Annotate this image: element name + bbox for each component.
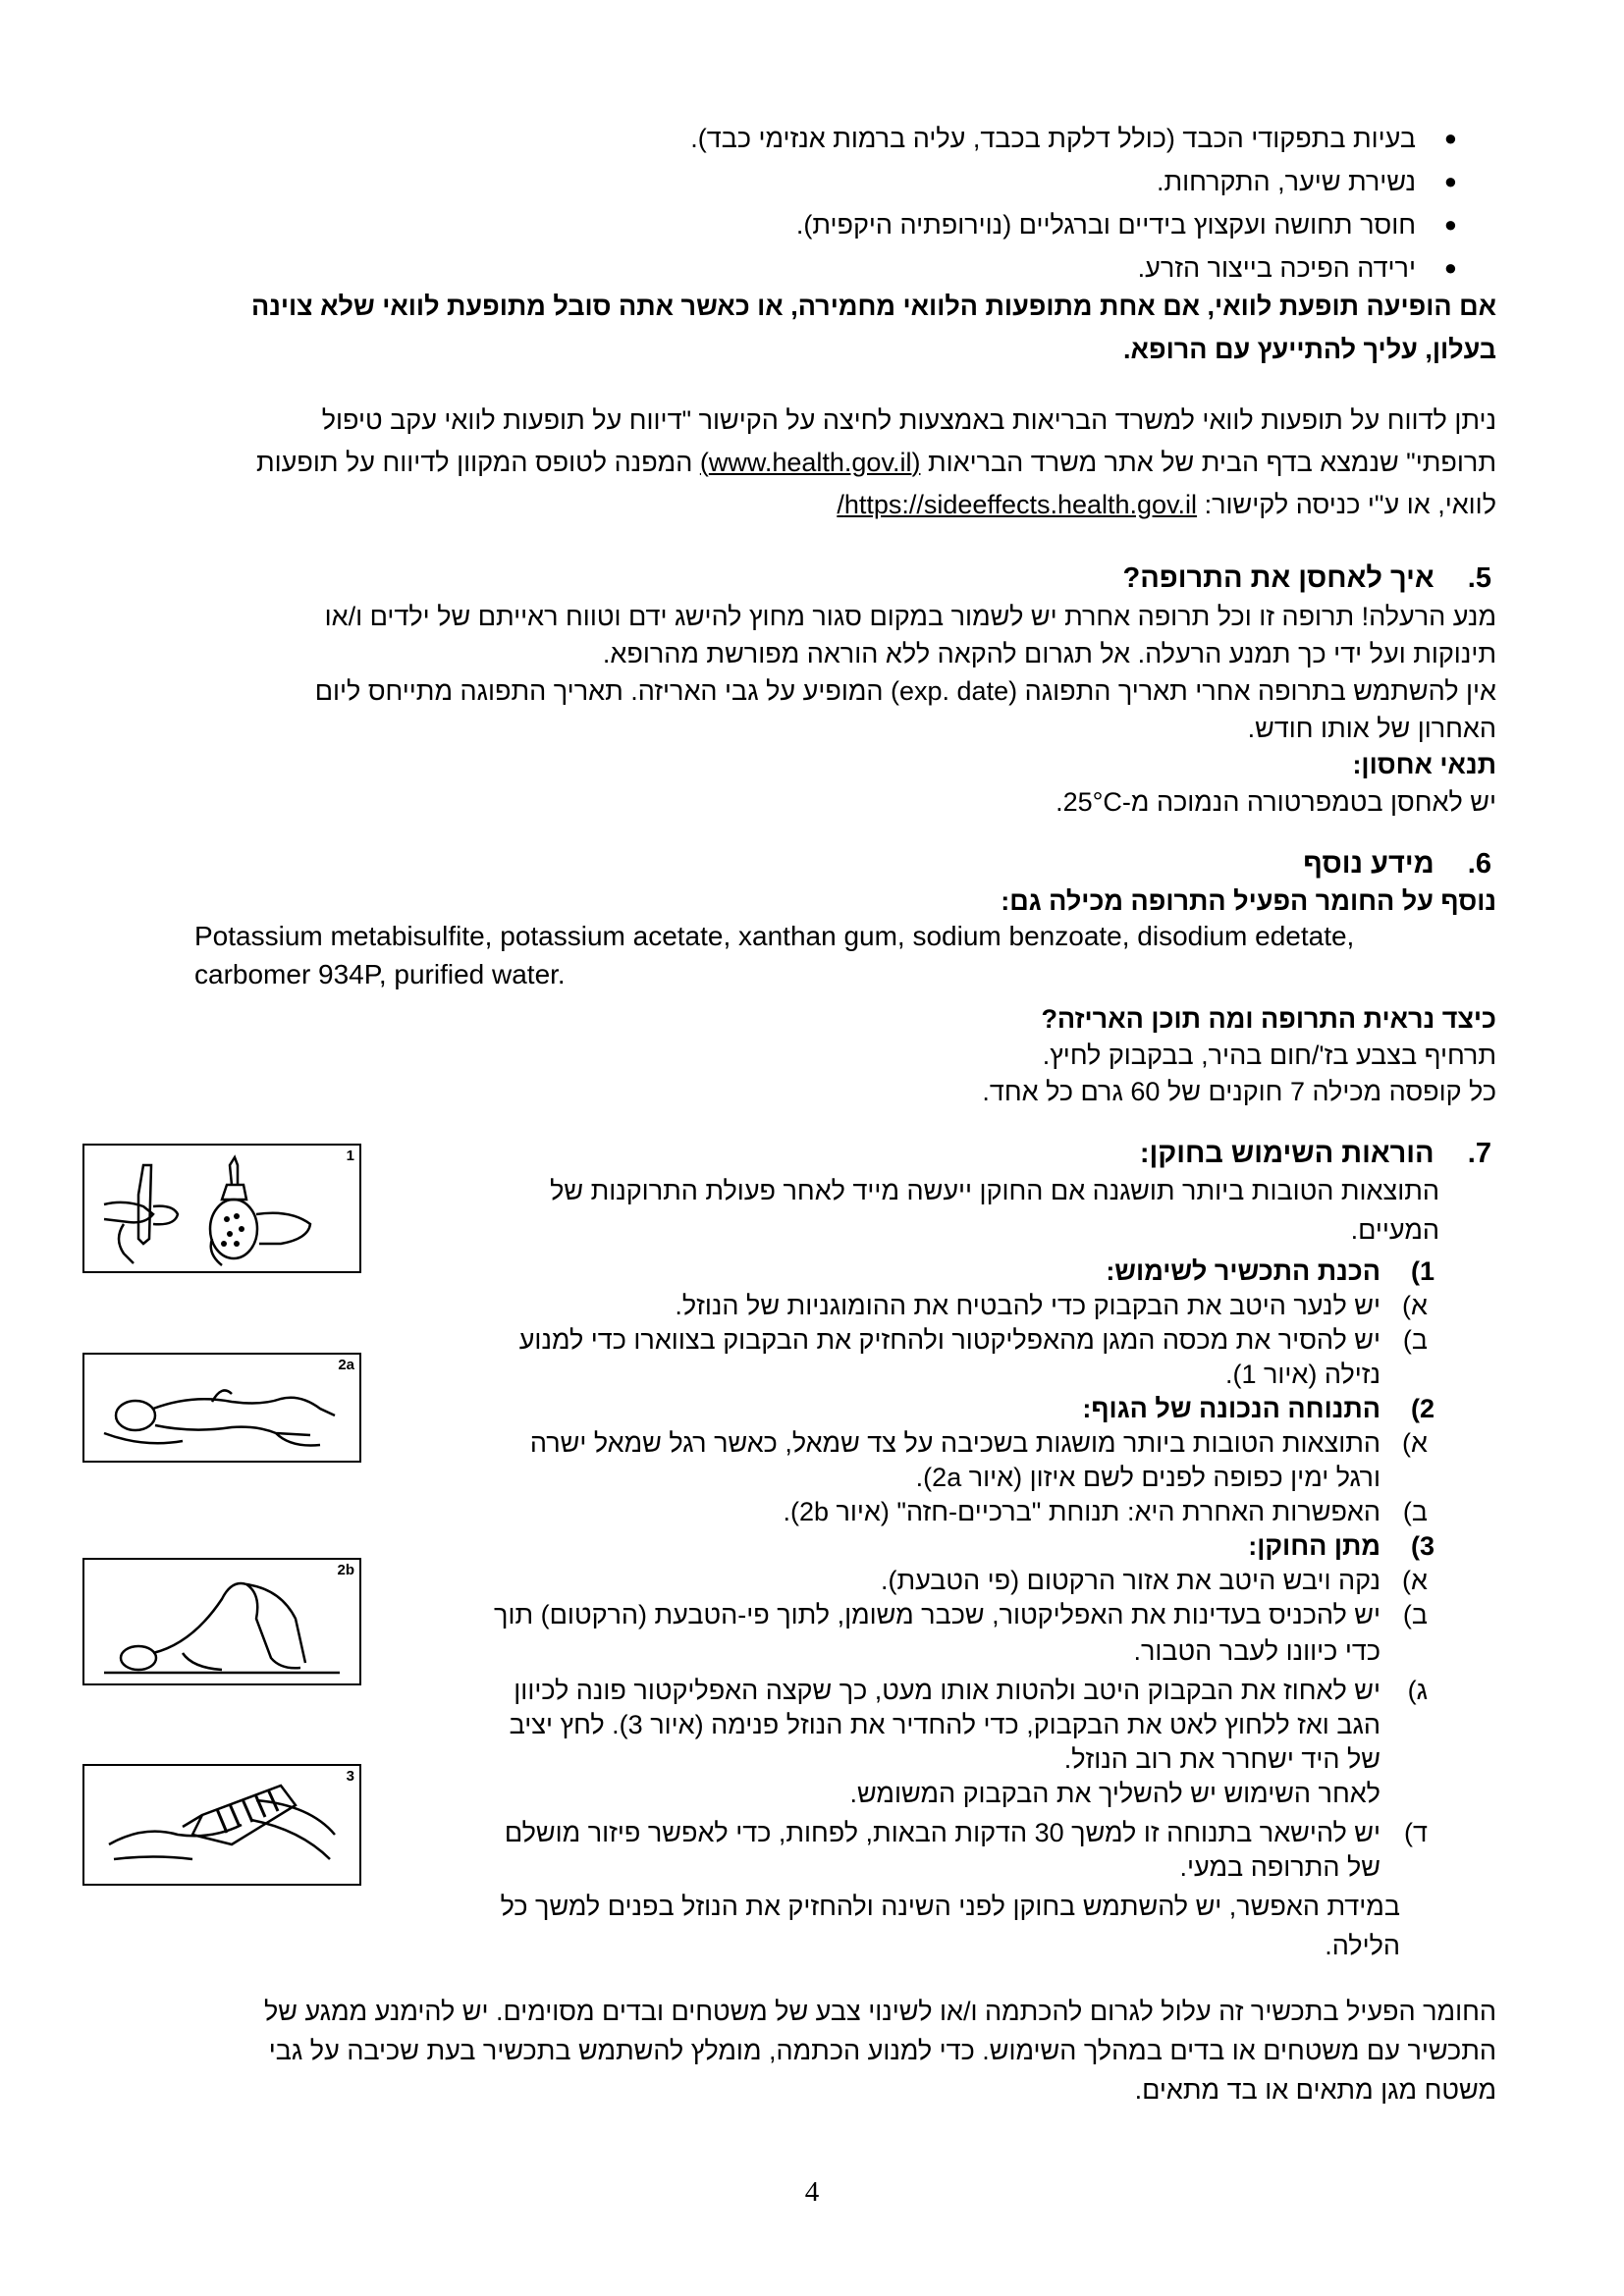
bullet-dot: ● <box>1443 169 1457 193</box>
step-item: יש לנער היטב את הבקבוק כדי להבטיח את ההומוגניות של הנוזל. <box>675 1291 1380 1320</box>
closing-text: במידת האפשר, יש להשתמש בחוקן לפני השינה ולהחזיק את הנוזל בפנים למשך כל <box>500 1892 1400 1921</box>
section-5-text: תינוקות ועל ידי כך תמנע הרעלה. אל תגרום להקאה ללא הוראה מפורשת מהרופא. <box>602 639 1496 668</box>
section-5-heading <box>1122 559 1491 598</box>
list-item: נשירת שיער, התקרחות. <box>1156 167 1416 196</box>
hand-squeeze-bottle-icon <box>84 1766 359 1884</box>
section-title: הוראות השימוש בחוקן: <box>1139 1138 1435 1169</box>
hand-bottle-icon <box>84 1146 359 1271</box>
step-item: יש להסיר את מכסה המגן מהאפליקטור ולהחזיק את הבקבוק בצווארו כדי למנוע <box>518 1325 1380 1355</box>
step-item: האפשרות האחרת היא: תנוחת "ברכיים-חזה" (איור 2b). <box>783 1497 1380 1526</box>
warning-line: אם הופיעה תופעת לוואי, אם אחת מתופעות הלוואי מחמירה, או כאשר אתה סובל מתופעת לוואי שלא צוינה <box>251 292 1496 321</box>
report-text <box>837 485 1496 524</box>
report-text-part: לוואי, או ע"י כניסה לקישור: <box>1204 490 1496 519</box>
step-title: מתן החוקן: <box>1248 1531 1380 1561</box>
figure-2b-knee-chest-illustration <box>82 1558 361 1685</box>
figure-2a-side-lying-illustration <box>82 1353 361 1463</box>
step-number: 2) <box>1410 1394 1435 1423</box>
list-item: ירידה הפיכה בייצור הזרע. <box>1137 253 1416 283</box>
ingredients-text: carbomer 934P, purified water. <box>194 959 566 989</box>
section-number: 6. <box>1467 848 1491 880</box>
appearance-text: תרחיף בצבע בז'/חום בהיר, בבקבוק לחיץ. <box>1042 1041 1496 1070</box>
step-number: 3) <box>1410 1531 1435 1561</box>
staining-note: התכשיר עם משטחים או בדים במהלך השימוש. כדי למנוע הכתמה, מומלץ להשתמש בתכשיר בעת שכיבה על גבי <box>268 2036 1496 2065</box>
figure-number: 2b <box>337 1562 354 1578</box>
section-5-text: אין להשתמש בתרופה אחרי תאריך התפוגה (exp. date) המופיע על גבי האריזה. תאריך התפוגה מתייחס ליום <box>314 676 1496 706</box>
item-letter: א) <box>1402 1428 1428 1458</box>
instructions-intro: התוצאות הטובות ביותר תושגנה אם החוקן ייעשה מייד לאחר פעולת התרוקנות של <box>550 1176 1439 1205</box>
step-title: התנוחה הנכונה של הגוף: <box>1082 1394 1380 1423</box>
step-item: יש להכניס בעדינות את האפליקטור, שכבר משומן, לתוך פי-הטבעת (הרקטום) תוך <box>494 1600 1380 1629</box>
report-text-part: המפנה לטופס המקוון לדיווח על תופעות <box>255 448 693 477</box>
section-7-heading <box>1140 1134 1491 1173</box>
report-text-part: תרופתי" שנמצא בדף הבית של אתר משרד הבריאות <box>927 448 1496 477</box>
ingredients-title: נוסף על החומר הפעיל התרופה מכילה גם: <box>1001 886 1496 916</box>
step-item: כדי כיוונו לעבר הטבור. <box>1133 1636 1380 1666</box>
page-number: 4 <box>804 2176 820 2208</box>
section-number: 7. <box>1467 1138 1491 1169</box>
bullet-dot: ● <box>1443 212 1457 237</box>
section-6-heading <box>1303 844 1491 883</box>
item-letter: ד) <box>1404 1818 1428 1847</box>
section-5-text: מנע הרעלה! תרופה זו וכל תרופה אחרת יש לשמור במקום סגור מחוץ להישג ידם וטווח ראייתם של ילדים ו/או <box>324 602 1496 631</box>
item-letter: א) <box>1402 1291 1428 1320</box>
instructions-intro: המעיים. <box>1350 1215 1439 1245</box>
staining-note: משטח מגן מתאים או בד מתאים. <box>1134 2075 1496 2105</box>
step-item: הגב ואז ללחוץ לאט את הבקבוק, כדי להחדיר את הנוזל פנימה (איור 3). לחץ יציב <box>509 1710 1380 1739</box>
figure-number: 2a <box>338 1357 354 1373</box>
knee-chest-figure-icon <box>84 1560 359 1683</box>
report-text: ניתן לדווח על תופעות לוואי למשרד הבריאות באמצעות לחיצה על הקישור "דיווח על תופעות לוואי עקב טיפול <box>321 405 1496 435</box>
step-item: ורגל ימין כפופה לפנים לשם איזון (איור 2a). <box>915 1463 1380 1492</box>
section-title: מידע נוסף <box>1303 848 1435 880</box>
bullet-dot: ● <box>1443 255 1457 280</box>
bullet-dot: ● <box>1443 126 1457 150</box>
item-letter: ב) <box>1402 1497 1428 1526</box>
sideeffects-link[interactable]: https://sideeffects.health.gov.il/ <box>837 490 1198 519</box>
step-item: יש להישאר בתנוחה זו למשך 30 הדקות הבאות, לפחות, כדי לאפשר פיזור מושלם <box>504 1818 1380 1847</box>
step-item: יש לאחוז את הבקבוק היטב ולהטות אותו מעט, כך שקצה האפליקטור פונה לכיוון <box>514 1676 1380 1705</box>
step-item: התוצאות הטובות ביותר מושגות בשכיבה על צד שמאל, כאשר רגל שמאל ישרה <box>529 1428 1380 1458</box>
closing-text: הלילה. <box>1325 1931 1400 1960</box>
lying-figure-icon <box>84 1355 359 1461</box>
appearance-title: כיצד נראית התרופה ומה תוכן האריזה? <box>1041 1004 1496 1034</box>
section-title: איך לאחסן את התרופה? <box>1122 562 1435 594</box>
item-letter: ב) <box>1402 1600 1428 1629</box>
storage-text: יש לאחסן בטמפרטורה הנמוכה מ-25°C. <box>1056 787 1496 817</box>
step-item: נקה ויבש היטב את אזור הרקטום (פי הטבעת). <box>880 1566 1380 1595</box>
figure-1-bottle-illustration <box>82 1144 361 1273</box>
section-number: 5. <box>1467 562 1491 594</box>
item-letter: ב) <box>1402 1325 1428 1355</box>
step-item: של התרופה במעי. <box>1179 1852 1380 1882</box>
storage-title: תנאי אחסון: <box>1352 750 1496 779</box>
figure-number: 3 <box>346 1768 354 1785</box>
health-gov-link[interactable]: (www.health.gov.il) <box>699 448 921 477</box>
staining-note: החומר הפעיל בתכשיר זה עלול לגרום להכתמה ו/או לשינוי צבע של משטחים ובדים מסוימים. יש להימנע ממגע של <box>263 1997 1496 2026</box>
warning-line: בעלון, עליך להתייעץ עם הרופא. <box>1123 335 1496 364</box>
step-number: 1) <box>1410 1256 1435 1286</box>
step-item: לאחר השימוש יש להשליך את הבקבוק המשומש. <box>849 1779 1380 1808</box>
list-item: בעיות בתפקודי הכבד (כולל דלקת בכבד, עליה ברמות אנזימי כבד). <box>690 124 1416 153</box>
step-item: של היד ישחרר את רוב הנוזל. <box>1063 1744 1380 1774</box>
item-letter: ג) <box>1407 1676 1428 1705</box>
ingredients-text: Potassium metabisulfite, potassium acetate, xanthan gum, sodium benzoate, disodium edetate, <box>194 921 1355 951</box>
step-item: נזילה (איור 1). <box>1224 1360 1380 1389</box>
appearance-text: כל קופסה מכילה 7 חוקנים של 60 גרם כל אחד. <box>982 1077 1496 1106</box>
figure-number: 1 <box>346 1148 354 1164</box>
step-title: הכנת התכשיר לשימוש: <box>1106 1256 1380 1286</box>
item-letter: א) <box>1402 1566 1428 1595</box>
report-text <box>256 443 1496 482</box>
list-item: חוסר תחושה ועקצוץ בידיים וברגליים (נוירופתיה היקפית). <box>795 210 1416 240</box>
section-5-text: האחרון של אותו חודש. <box>1247 714 1496 743</box>
figure-3-administration-illustration <box>82 1764 361 1886</box>
